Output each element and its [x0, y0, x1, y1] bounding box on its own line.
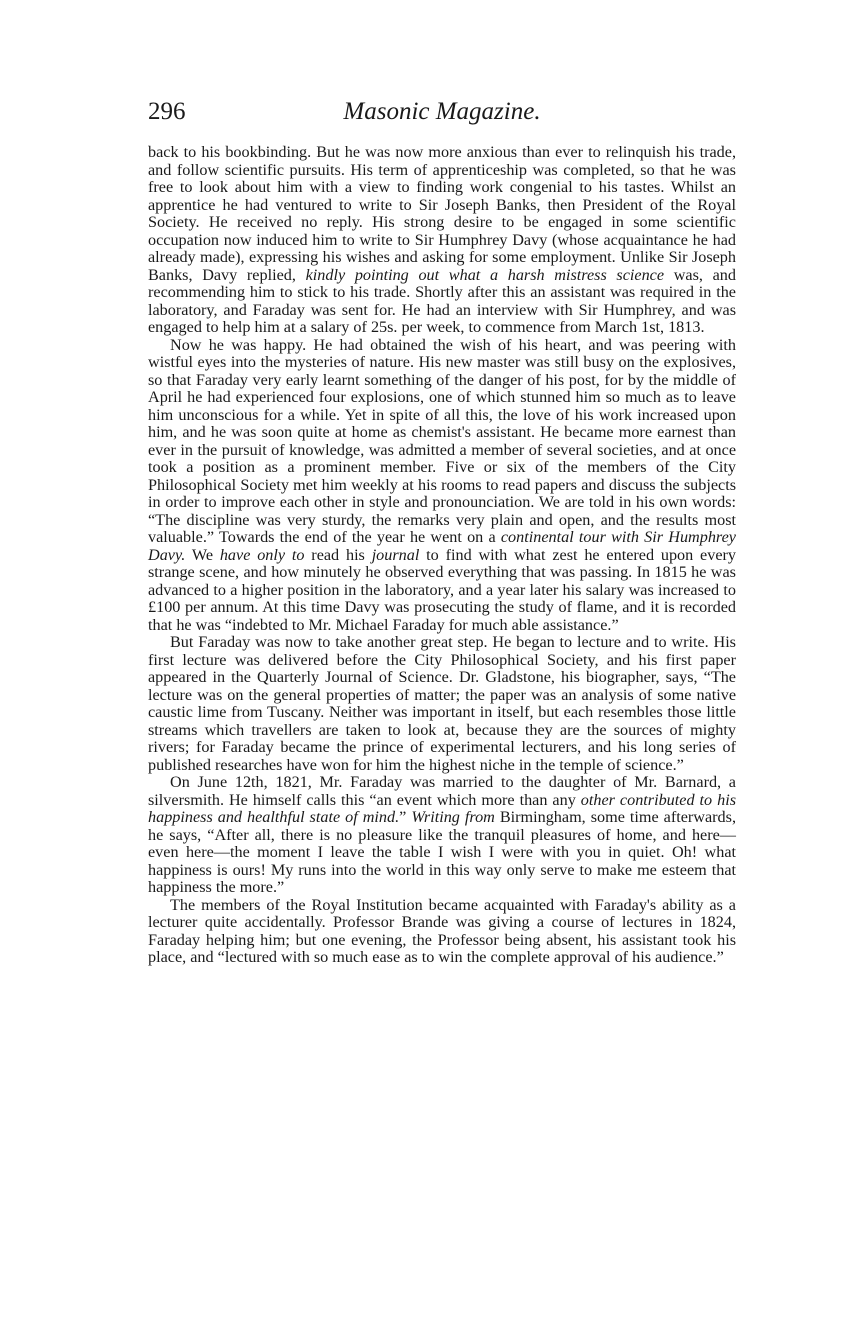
- text-segment: Now he was happy. He had obtained the wish of his heart, and was peering with wistful eyes into the mysteries of nature. His new master was still busy on the explosives, so that Faraday very early learnt something of the danger of his post, for by the middle of April he had experienced four explosions, one of which stunned him so much as to leave him unconscious for a while. Yet in spite of all this, the love of his work increased upon him, and he was soon quite at home as chemist's assistant. He became more earnest than ever in the pursuit of knowledge, was admitted a member of several societies, and at once took a position as a prominent member. Five or six of the members of the City Philosophical Society met him weekly at his rooms to read papers and discuss the subjects in order to improve each other in style and pronounciation. We are told in his own words: “The discipline was very sturdy, the remarks very plain and open, and the results most valuable.” Towards the end of the year he went on a: [148, 335, 736, 546]
- page-number: 296: [148, 98, 186, 125]
- text-segment: was, and recommending him to stick to his trade. Shortly after this an assistant was required in the laboratory, and Faraday was sent for. He had an interview with Sir Humphrey, and was engaged to help him at a salary of 25s. per week, to commence from March 1st, 1813.: [148, 265, 736, 336]
- text-segment: back to his bookbinding. But he was now more anxious than ever to relinquish his trade, and follow scientific pursuits. His term of apprenticeship was completed, so that he was free to look about him with a view to finding work congenial to his tastes. Whilst an apprentice he had ventured to write to Sir Joseph Banks, then President of the Royal Society. He received no reply. His strong desire to be engaged in some scientific occupation now induced him to write to Sir Humphrey Davy (whose acquaintance he had already made), expressing his wishes and asking for some employment. Unlike Sir Joseph Banks, Davy replied,: [148, 143, 736, 284]
- paragraph-2: [148, 337, 736, 635]
- page-header: [148, 98, 736, 134]
- paragraph-1: [148, 144, 736, 337]
- italic-segment: journal: [371, 545, 420, 564]
- italic-segment: other contributed to his happiness and healthful state of mind.: [148, 790, 736, 826]
- text-segment: But Faraday was now to take another great step. He began to lecture and to write. His first lecture was delivered before the City Philosophical Society, and his first paper appeared in the Quarterly Journal of Science. Dr. Gladstone, his biographer, says, “The lecture was on the general properties of matter; the paper was an analysis of some native caustic lime from Tuscany. Neither was important in itself, but each resembles those little streams which travellers are taken to look at, because they are the sources of mighty rivers; for Faraday became the prince of experimental lecturers, and his long series of published researches have won for him the highest niche in the temple of science.”: [148, 633, 736, 774]
- italic-segment: Writing from: [411, 808, 495, 826]
- text-segment: ”: [399, 808, 412, 826]
- text-segment: The members of the Royal Institution became acquainted with Faraday's ability as a lecturer quite accidentally. Professor Brande was giving a course of lectures in 1824, Faraday helping him; but one evening, the Professor being absent, his assistant took his place, and “lectured with so much ease as to win the complete approval of his audience.”: [148, 895, 736, 966]
- text-segment: Birmingham, some time afterwards, he says, “After all, there is no pleasure like the tranquil pleasures of home, and here—even here—the moment I leave the table I wish I were with you in quiet. Oh! what happiness is ours! My runs into the world in this way only serve to make me esteem that happiness the more.”: [148, 808, 736, 896]
- italic-segment: have only to: [219, 545, 305, 564]
- italic-segment: continental tour with Sir Humphrey Davy.: [148, 528, 736, 564]
- text-segment: We: [185, 545, 220, 564]
- article-body: [148, 144, 736, 967]
- paragraph-5: [148, 897, 736, 967]
- italic-segment: kindly pointing out what a harsh mistress science: [305, 265, 665, 284]
- running-title: Masonic Magazine.: [343, 98, 541, 125]
- text-segment: read his: [304, 545, 372, 564]
- paragraph-3: [148, 634, 736, 774]
- text-segment: On June 12th, 1821, Mr. Faraday was married to the daughter of Mr. Barnard, a silversmith. He himself calls this “an event which more than any: [148, 773, 736, 809]
- text-segment: to find with what zest he entered upon every strange scene, and how minutely he observed everything that was passing. In 1815 he was advanced to a higher position in the laboratory, and a year later his salary was increased to £100 per annum. At this time Davy was prosecuting the study of flame, and it is recorded that he was “indebted to Mr. Michael Faraday for much able assistance.”: [148, 545, 737, 634]
- paragraph-4: [148, 774, 736, 897]
